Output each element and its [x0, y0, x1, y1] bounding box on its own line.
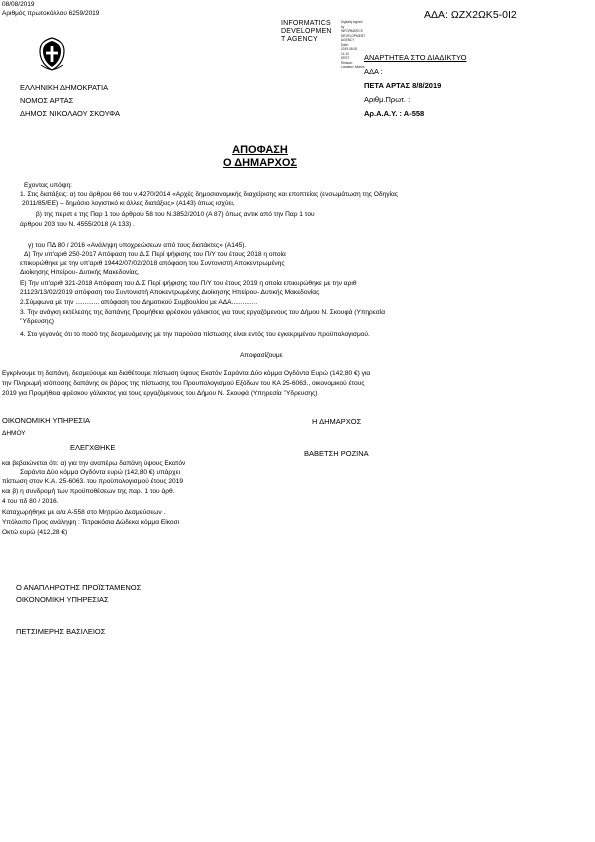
issuer-country: ΕΛΛΗΝΙΚΗ ΔΗΜΟΚΡΑΤΙΑ	[20, 83, 109, 92]
body-line: 3. Την ανάγκη εκτέλεσης της δαπάνης Προμήθεια φρέσκου γάλακτος για τους εργαζόμενους του Δήμου Ν. Σκουφά (Υπηρεσία	[20, 309, 386, 316]
mayor-name: ΒΑΒΕΤΣΗ ΡΟΖΙΝΑ	[304, 449, 369, 458]
body-line: Διοίκησης Ηπείρου- Δυτικής Μακεδονίας.	[20, 269, 140, 276]
ida-line-3: T AGENCY	[281, 36, 318, 43]
certification-line: και βεβαιώνεται ότι: α) για την αναπέρω δαπάνη ύψους Εκατόν	[2, 460, 186, 467]
certification-line: και β) η συνδρομή των προϋποθέσεων της παρ. 1 του άρθ.	[2, 488, 175, 495]
approval-line: Εγκρίνουμε τη δαπάνη, δεσμεύουμε και διαθέτουμε πίστωση ύψους Εκατόν Σαράντα Δύο κόμμα Ογδόντα Ευρώ (142,80 €) για	[2, 370, 371, 377]
approval-line: 2019 για Προμήθεια φρέσκου γάλακτος για τους εργαζόμενους του Δήμου Ν. Σκουφά (Υπηρεσία 'Ύδρευσης)	[2, 390, 318, 397]
body-line: 'Ύδρευσης)	[20, 318, 54, 325]
body-line: 21123/13/02/2019 απόφαση του Συντονιστή Αποκεντρωμένης Διοίκησης Ηπείρου- Δυτικής Μακεδονίας	[20, 289, 320, 296]
ida-fine-print: Digitally signed by INFORMATICS DEVELOPMENT AGENCY Date: 2019.08.08 11:10 EEST Reason: Location: Athens	[341, 20, 366, 69]
body-line: β) της περιπ ε της Παρ 1 του άρθρου 58 του Ν.3852/2010 (Α 87) όπως αντικ από την Παρ 1 του	[36, 211, 315, 218]
ida-line-2: DEVELOPMEN	[281, 28, 332, 35]
ada-code: ΑΔΑ: ΩΖΧ2ΩΚ5-0Ι2	[424, 9, 517, 21]
body-line: Εχοντας υπόψη:	[24, 182, 73, 189]
body-line: 4. Στο γεγονός ότι το ποσό της δεσμευόμενης με την παρούσα πίστωσης είναι εντός του εγκεκριμένου προϋπολογισμού.	[20, 331, 370, 338]
publish-notice: ΑΝΑΡΤΗΤΕΑ ΣΤΟ ΔΙΑΔΙΚΤΥΟ	[364, 53, 467, 62]
ada-label: ΑΔΑ :	[364, 67, 383, 76]
deputy-head-name: ΠΕΤΣΙΜΕΡΗΣ ΒΑΣΙΛΕΙΟΣ	[16, 627, 106, 636]
certification-line: 4 του πδ 80 / 2016.	[2, 498, 59, 505]
protocol-number: Αριθμός πρωτοκόλλου 6259/2019	[2, 10, 100, 17]
body-line: 1. Στις διατάξεις: α) του άρθρου 66 του ν.4270/2014 «Αρχές δημοσιονομικής διαχείρισης και εποπτείας (ενσωμάτωση της Οδηγίας	[20, 191, 398, 198]
body-line: 2.Σύμφωνα με την ............. απόφαση του Δημοτικού Συμβουλίου με ΑΔΑ..............	[20, 299, 258, 306]
body-line: άρθρου 203 του Ν. 4555/2018 (Α 133) .	[20, 221, 135, 228]
greek-seal-icon	[37, 37, 67, 71]
body-line: επικυρώθηκε με την υπ'αριθ 19442/07/02/2018 απόφαση του Συντονιστή Αποκεντρωμένης	[20, 260, 285, 267]
financial-service-municipality: ΔΗΜΟΥ	[2, 430, 26, 437]
certification-line: πίστωση στον Κ.Α. 25-6063. του προϋπολογισμού έτους 2019	[2, 478, 184, 485]
issuer-municipality: ΔΗΜΟΣ ΝΙΚΟΛΑΟΥ ΣΚΟΥΦΑ	[20, 109, 120, 118]
deputy-head-service: ΟΙΚΟΝΟΜΙΚΗ ΥΠΗΡΕΣΙΑΣ	[16, 595, 109, 604]
checked-label: ΕΛΕΓΧΘΗΚΕ	[70, 443, 116, 452]
decision-title: ΑΠΟΦΑΣΗ	[232, 144, 288, 156]
digital-signature-stamp	[281, 20, 366, 69]
issuer-prefecture: ΝΟΜΟΣ ΑΡΤΑΣ	[20, 96, 74, 105]
body-line: 2011/85/ΕΕ) – δημόσιο λογιστικό κι άλλες διατάξεις» (Α143) όπως ισχύει,	[22, 200, 235, 207]
certification-line: Οκτώ ευρώ (412,28 €)	[2, 529, 68, 536]
certification-line: Καταχωρήθηκε με α/α Α-558 στο Μητρώο Δεσμεύσεων .	[2, 509, 166, 516]
place-date: ΠΕΤΑ ΑΡΤΑΣ 8/8/2019	[364, 81, 442, 90]
document-date: 08/08/2019	[2, 1, 35, 8]
mayor-signature-title: Η ΔΗΜΑΡΧΟΣ	[312, 417, 362, 426]
certification-line: Υπόλοιπο Προς ανάληψη : Τετρακόσια Δώδεκα κόμμα Είκοσι	[2, 519, 180, 526]
decide-heading: Αποφασίζουμε	[240, 352, 283, 359]
body-line: γ) του ΠΔ 80 / 2016 «Ανάληψη υποχρεώσεων από τους διατάκτες» (Α145).	[28, 242, 247, 249]
mayor-title: Ο ΔΗΜΑΡΧΟΣ	[223, 157, 297, 169]
certification-line: Σαράντα Δύο κόμμα Ογδόντα ευρώ (142,80 €) υπάρχει	[20, 469, 181, 476]
financial-service: ΟΙΚΟΝΟΜΙΚΗ ΥΠΗΡΕΣΙΑ	[2, 416, 91, 425]
body-line: Ε) Την υπ'αριθ 321-2018 Απόφαση του Δ.Σ Περί ψήφισης του Π/Υ του έτους 2019 η οποία επικυρώθηκε με την αριθ	[20, 280, 357, 287]
body-line: Δ) Την υπ'αριθ 250-2017 Απόφαση του Δ.Σ Περί ψήφισης του Π/Υ του έτους 2018 η οποία	[24, 251, 286, 258]
aay-number: Αρ.Α.Α.Υ. : Α-558	[364, 109, 425, 118]
protocol-label: Αριθμ.Πρωτ. :	[364, 95, 411, 104]
approval-line: την Πληρωμή ισόποσης δαπάνης σε βάρος της πίστωσης του Προυπολογισμού Εξόδων του ΚΑ 25-6063., οικονομικού έτους	[2, 380, 365, 387]
ida-line-1: INFORMATICS	[281, 20, 331, 27]
deputy-head-title: Ο ΑΝΑΠΛΗΡΩΤΗΣ ΠΡΟΪΣΤΑΜΕΝΟΣ	[16, 583, 142, 592]
